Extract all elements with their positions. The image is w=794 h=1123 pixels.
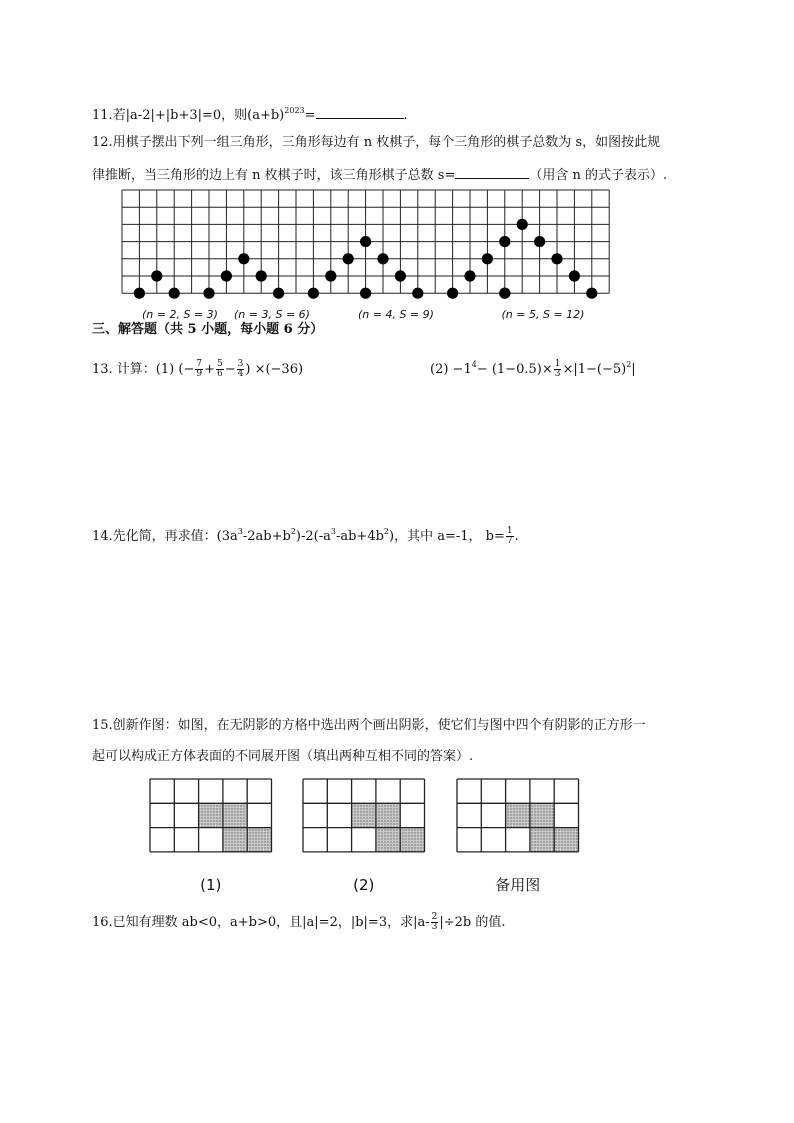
- chess-piece: [203, 288, 214, 299]
- shaded-square: [530, 828, 554, 852]
- q11-answer-blank[interactable]: [316, 106, 404, 119]
- question-13-part2: [430, 360, 636, 379]
- cube-net-grid: [457, 779, 579, 852]
- chess-piece: [134, 288, 145, 299]
- chess-piece: [517, 219, 528, 230]
- q13-p2-exp: 4: [471, 360, 477, 369]
- q14-e1: 3: [237, 527, 243, 536]
- chess-piece: [169, 288, 180, 299]
- question-16: [92, 913, 506, 932]
- chess-piece: [343, 253, 354, 264]
- question-15-line1: 15.创新作图：如图，在无阴影的方格中选出两个画出阴影，使它们与图中四个有阴影的正方形一: [92, 718, 646, 733]
- q14-e4: 2: [383, 527, 390, 536]
- shaded-square: [506, 803, 530, 827]
- chess-piece: [551, 253, 562, 264]
- chess-piece: [238, 253, 249, 264]
- chess-piece: [482, 253, 493, 264]
- q14-e3: 3: [330, 527, 336, 536]
- q13-p2-c: ×|1−(−5): [562, 362, 627, 377]
- q14-e: )，其中 a=-1， b=: [389, 529, 505, 544]
- chess-piece: [308, 288, 319, 299]
- section-3-heading: 三、解答题（共 5 小题，每小题 6 分）: [92, 322, 324, 337]
- q12-text-a: 律推断，当三角形的边上有 n 枚棋子时，该三角形棋子总数 s=: [92, 168, 456, 183]
- figure1-caption: (n = 3, S = 6): [234, 308, 310, 322]
- fraction-5-6: $\frac{5}{6}$: [216, 359, 223, 379]
- q14-e2: 2: [290, 527, 296, 536]
- figure1-caption: (n = 5, S = 12): [501, 308, 585, 322]
- chess-piece: [499, 288, 510, 299]
- question-15-line2: 起可以构成正方体表面的不同展开图（填出两种互相不同的答案）.: [92, 749, 474, 764]
- question-14: [92, 527, 519, 546]
- shaded-square: [199, 803, 223, 827]
- cube-net-figure: [0, 772, 794, 892]
- q13-plus: +: [204, 362, 215, 377]
- shaded-square: [352, 803, 376, 827]
- shaded-square: [554, 828, 578, 852]
- chess-piece: [325, 270, 336, 281]
- chess-piece: [360, 288, 371, 299]
- shaded-square: [376, 803, 400, 827]
- q13-minus: −: [224, 362, 236, 377]
- q13-p2-a: (2) −1: [430, 362, 472, 377]
- q14-c: )-2(-a: [295, 529, 331, 544]
- cube-net-grid: [303, 779, 425, 852]
- chess-piece: [256, 270, 267, 281]
- figure1-caption: (n = 4, S = 9): [358, 308, 434, 322]
- chess-piece: [151, 270, 162, 281]
- question-13-part1: [92, 360, 303, 379]
- chess-piece: [412, 288, 423, 299]
- chess-piece: [360, 236, 371, 247]
- q14-tail: .: [514, 529, 519, 544]
- q14-a: 14.先化简，再求值：(3a: [92, 529, 238, 544]
- fraction-1-3: $\frac{1}{3}$: [554, 359, 561, 379]
- figure2-caption: 备用图: [495, 875, 541, 894]
- q14-b: -2ab+b: [242, 529, 291, 544]
- q11-exponent: 2023: [284, 106, 305, 115]
- q12-answer-blank[interactable]: [455, 166, 529, 179]
- q13-p2-d: |: [631, 362, 636, 377]
- chess-piece: [569, 270, 580, 281]
- q13-close: ) ×(−36): [245, 362, 304, 377]
- question-12-line1: 12.用棋子摆出下列一组三角形，三角形每边有 n 枚棋子，每个三角形的棋子总数为 s，如图按此规: [92, 135, 661, 150]
- q16-a: 16.已知有理数 ab<0，a+b>0，且|a|=2，|b|=3，求|a-: [92, 915, 430, 930]
- q13-open: (−: [178, 362, 195, 377]
- chess-piece: [586, 288, 597, 299]
- fraction-1-7: $\frac{1}{7}$: [506, 526, 513, 546]
- chess-piece: [499, 236, 510, 247]
- chess-piece: [273, 288, 284, 299]
- chess-piece: [447, 288, 458, 299]
- q11-equals: =: [304, 108, 316, 123]
- q11-text: 11.若|a-2|+|b+3|=0，则(a+b): [92, 108, 285, 123]
- q13-p2-b: − (1−0.5)×: [476, 362, 553, 377]
- shaded-square: [247, 828, 271, 852]
- shaded-square: [530, 803, 554, 827]
- shaded-square: [223, 803, 247, 827]
- question-12-line2: [92, 166, 667, 184]
- chess-piece: [534, 236, 545, 247]
- fraction-3-4: $\frac{3}{4}$: [237, 359, 244, 379]
- chess-piece: [464, 270, 475, 281]
- fraction-2-3: $\frac{2}{3}$: [431, 912, 438, 932]
- q13-label: 13. 计算：(1): [92, 362, 175, 377]
- chess-piece: [377, 253, 388, 264]
- shaded-square: [400, 828, 424, 852]
- shaded-square: [223, 828, 247, 852]
- q11-tail: .: [403, 108, 408, 123]
- shaded-square: [376, 828, 400, 852]
- q13-p2-exp2: 2: [626, 360, 632, 369]
- figure2-caption: (1): [200, 875, 222, 894]
- cube-net-grid: [150, 779, 272, 852]
- chess-triangle-figure: [0, 184, 794, 324]
- figure2-caption: (2): [353, 875, 375, 894]
- q14-d: -ab+4b: [335, 529, 384, 544]
- chess-piece: [221, 270, 232, 281]
- figure1-caption: (n = 2, S = 3): [142, 308, 218, 322]
- fraction-7-9: $\frac{7}{9}$: [196, 359, 203, 379]
- question-11: [92, 106, 408, 124]
- q16-b: |÷2b 的值.: [439, 915, 506, 930]
- q12-text-b: （用含 n 的式子表示）.: [529, 168, 668, 183]
- chess-piece: [395, 270, 406, 281]
